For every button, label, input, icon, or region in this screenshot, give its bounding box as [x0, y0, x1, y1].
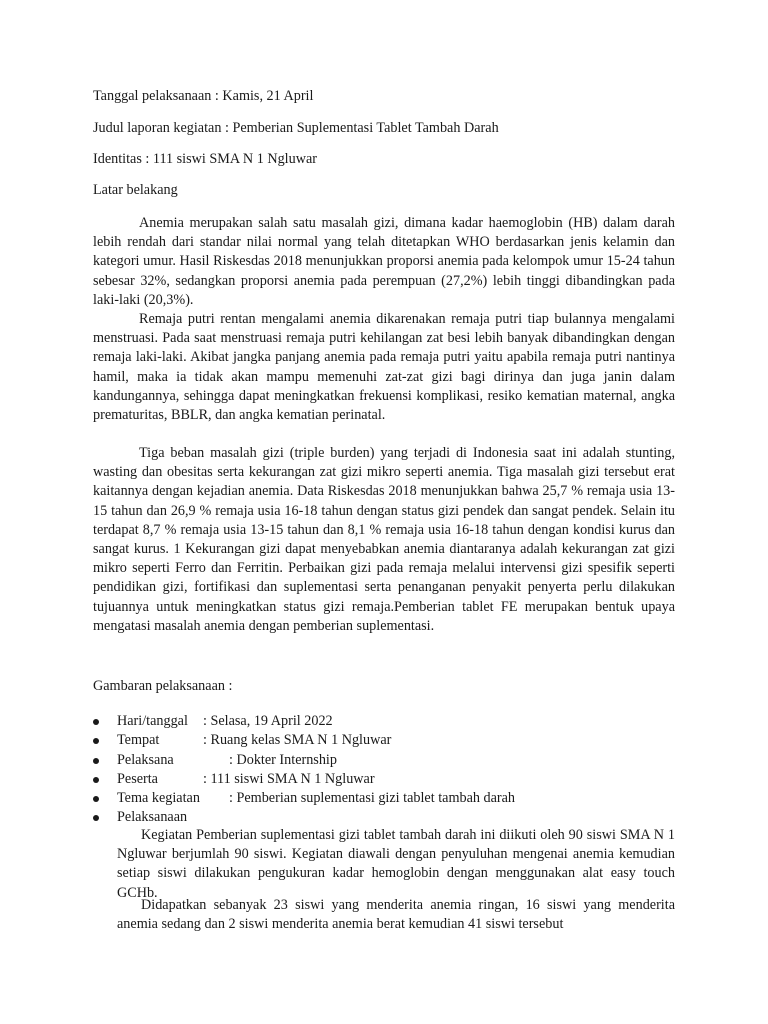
list-item — [93, 770, 683, 789]
bullet-icon — [93, 815, 99, 821]
item-value: : Selasa, 19 April 2022 — [203, 713, 333, 729]
item-label: Peserta — [117, 770, 158, 787]
item-label: Hari/tanggal — [117, 713, 188, 729]
item-value: : Ruang kelas SMA N 1 Ngluwar — [203, 732, 392, 749]
identity-line: Identitas : 111 siswi SMA N 1 Ngluwar — [93, 151, 317, 167]
list-item — [93, 731, 683, 750]
background-paragraph-1: Anemia merupakan salah satu masalah gizi, dimana kadar haemoglobin (HB) dalam darah lebih rendah dari standar nilai normal yang telah ditetapkan WHO berdasarkan jenis kelamin dan kategori umur. Hasil Riskesdas 2018 menunjukkan proporsi anemia pada kelompok umur 15-24 tahun sebesar 32%, sedangkan proporsi anemia pada perempuan (27,2%) lebih tinggi dibandingkan pada laki-laki (20,3%). — [93, 215, 675, 308]
background-heading: Latar belakang — [93, 182, 178, 198]
background-paragraph-3: Tiga beban masalah gizi (triple burden) yang terjadi di Indonesia saat ini adalah stunting, wasting dan obesitas serta kekurangan zat gizi mikro seperti anemia. Tiga masalah gizi tersebut erat kaitannya dengan kejadian anemia. Data Riskesdas 2018 menunjukkan bahwa 25,7 % remaja usia 13-15 tahun dan 26,9 % remaja usia 16-18 tahun dengan status gizi pendek dan sangat pendek. Selain itu terdapat 8,7 % remaja usia 13-15 tahun dan 8,1 % remaja usia 16-18 tahun dengan kondisi kurus dan sangat kurus. 1 Kekurangan gizi dapat menyebabkan anemia diantaranya adalah kekurangan zat gizi mikro seperti Ferro dan Ferritin. Perbaikan gizi pada remaja melalui intervensi gizi spesifik seperti pendidikan gizi, fortifikasi dan suplementasi serta penanganan penyakit penyerta perlu dilakukan tujuannya untuk meningkatkan status gizi remaja.Pemberian tablet FE merupakan bentuk upaya mengatasi masalah anemia dengan pemberian suplementasi. — [93, 445, 675, 634]
implementation-paragraph-2: Didapatkan sebanyak 23 siswi yang menderita anemia ringan, 16 siswi yang menderita anemia sedang dan 2 siswi menderita anemia berat kemudian 41 siswi tersebut — [117, 897, 675, 933]
background-paragraph-2: Remaja putri rentan mengalami anemia dikarenakan remaja putri tiap bulannya mengalami menstruasi. Pada saat menstruasi remaja putri kehilangan zat besi lebih banyak dibandingkan dengan remaja laki-laki. Akibat jangka panjang anemia pada remaja putri yaitu apabila remaja putri nantinya hamil, maka ia tidak akan mampu memenuhi zat-zat gizi bagi dirinya dan juga janin dalam kandungannya, sehingga dapat meningkatkan frekuensi komplikasi, resiko kematian maternal, angka prematuritas, BBLR, dan angka kematian perinatal. — [93, 311, 675, 424]
item-label: Tempat — [117, 732, 160, 749]
implementation-heading: Gambaran pelaksanaan : — [93, 678, 233, 694]
implementation-list — [93, 712, 683, 828]
item-label: Tema kegiatan — [117, 790, 200, 807]
list-item — [93, 808, 683, 827]
bullet-icon — [93, 758, 99, 764]
item-value: : 111 siswi SMA N 1 Ngluwar — [203, 770, 375, 787]
bullet-icon — [93, 777, 99, 783]
list-item — [93, 789, 683, 808]
list-item — [93, 712, 683, 731]
date-line: Tanggal pelaksanaan : Kamis, 21 April — [93, 88, 314, 104]
bullet-icon — [93, 738, 99, 744]
bullet-icon — [93, 796, 99, 802]
report-title-line: Judul laporan kegiatan : Pemberian Suplementasi Tablet Tambah Darah — [93, 120, 499, 136]
item-value: : Pemberian suplementasi gizi tablet tambah darah — [229, 790, 516, 807]
bullet-icon — [93, 719, 99, 725]
implementation-paragraph-1: Kegiatan Pemberian suplementasi gizi tablet tambah darah ini diikuti oleh 90 siswi SMA N 1 Ngluwar berjumlah 90 siswi. Kegiatan diawali dengan penyuluhan mengenai anemia kemudian setiap siswi dilakukan pengukuran kadar hemoglobin dengan menggunakan alat easy touch GCHb. — [117, 827, 675, 901]
item-value: : Dokter Internship — [229, 751, 337, 768]
item-label: Pelaksanaan — [117, 809, 188, 826]
list-item — [93, 751, 683, 770]
item-label: Pelaksana — [117, 751, 174, 768]
